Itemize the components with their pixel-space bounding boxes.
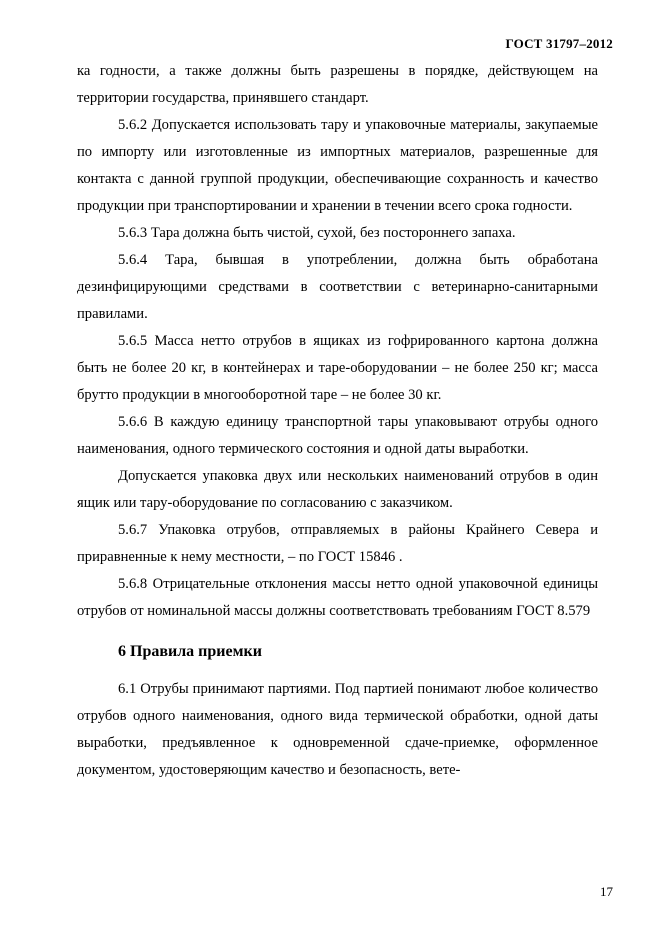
document-header: ГОСТ 31797–2012 xyxy=(505,36,613,51)
paragraph-5-6-2: 5.6.2 Допускается использовать тару и упаковочные материалы, закупаемые по импорту или изготовленные из импортных материалов, разрешенные для контакта с данной группой продукции, обеспечивающие сохранность и качество продукции при транспортировании и хранении в течении всего срока годности. xyxy=(77,117,598,214)
paragraph-5-6-8: 5.6.8 Отрицательные отклонения массы нетто одной упаковочной единицы отрубов от номинальной массы должны соответствовать требованиям ГОСТ 8.579 xyxy=(77,576,598,619)
paragraph-5-6-6-addendum: Допускается упаковка двух или нескольких наименований отрубов в один ящик или тару-оборудование по согласованию с заказчиком. xyxy=(77,468,598,511)
paragraph-5-6-4: 5.6.4 Тара, бывшая в употреблении, должна быть обработана дезинфицирующими средствами в соответствии с ветеринарно-санитарными правилами. xyxy=(77,252,598,322)
paragraph-5-6-6: 5.6.6 В каждую единицу транспортной тары упаковывают отрубы одного наименования, одного термического состояния и одной даты выработки. xyxy=(77,414,598,457)
document-body xyxy=(77,58,598,784)
section-title: 6 Правила приемки xyxy=(118,643,262,660)
page-number: 17 xyxy=(600,884,613,899)
paragraph-5-6-5: 5.6.5 Масса нетто отрубов в ящиках из гофрированного картона должна быть не более 20 кг, в контейнерах и таре-оборудовании – не более 250 кг; масса брутто продукции в многооборотной таре – не более 30 кг. xyxy=(77,333,598,403)
paragraph-6-1: 6.1 Отрубы принимают партиями. Под партией понимают любое количество отрубов одного наименования, одного вида термической обработки, одной даты выработки, предъявленное к одновременной сдаче-приемке, оформленное документом, удостоверяющим качество и безопасность, вете- xyxy=(77,681,598,778)
paragraph-5-6-3: 5.6.3 Тара должна быть чистой, сухой, без постороннего запаха. xyxy=(118,225,516,241)
paragraph-5-6-7: 5.6.7 Упаковка отрубов, отправляемых в районы Крайнего Севера и приравненные к нему местности, – по ГОСТ 15846 . xyxy=(77,522,598,565)
paragraph-continuation: ка годности, а также должны быть разрешены в порядке, действующем на территории государства, принявшего стандарт. xyxy=(77,63,598,106)
